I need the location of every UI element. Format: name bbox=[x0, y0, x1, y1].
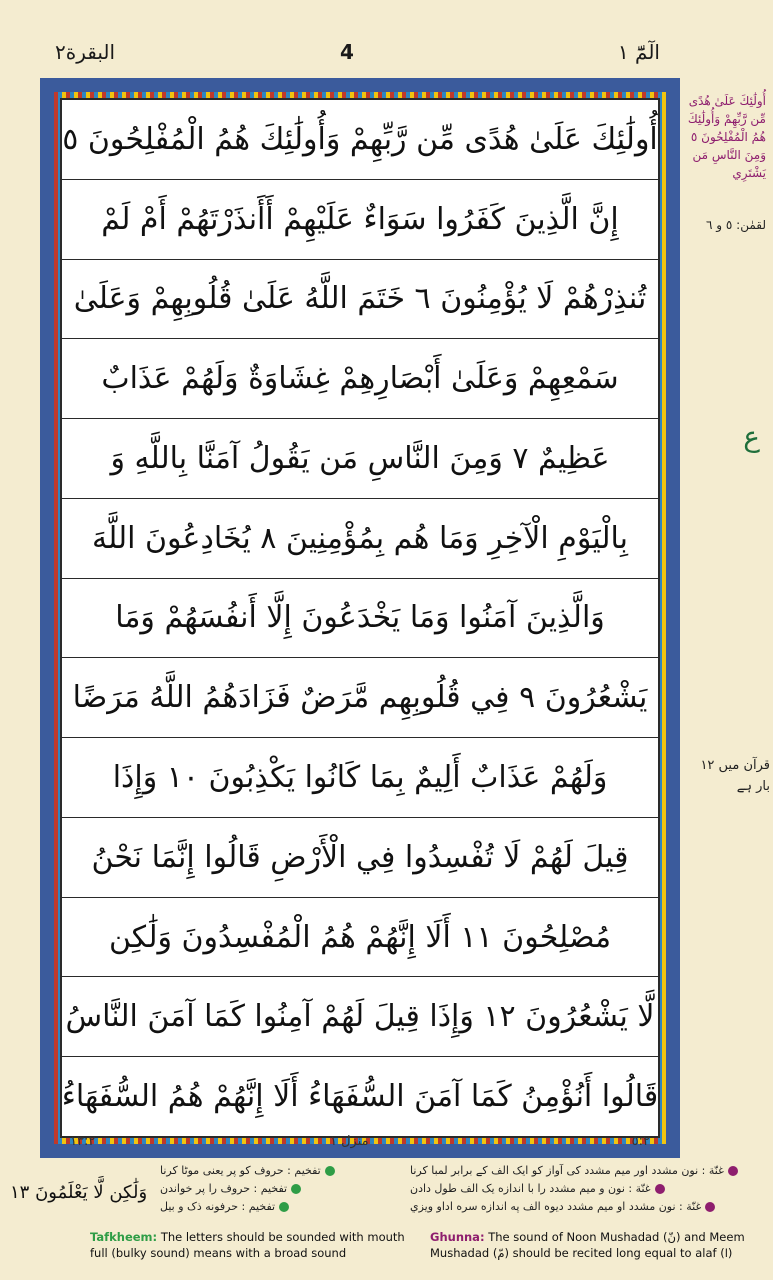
verse-line: يَشْعُرُونَ ٩ فِي قُلُوبِهِم مَّرَضٌ فَزَادَهُمُ اللَّهُ مَرَضًا bbox=[62, 658, 658, 738]
verse-line: عَظِيمٌ ٧ وَمِنَ النَّاسِ مَن يَقُولُ آمَنَّا بِاللَّهِ وَ bbox=[62, 419, 658, 499]
tafkheem-label: Tafkheem: bbox=[90, 1230, 158, 1244]
verse-line: لَّا يَشْعُرُونَ ١٢ وَإِذَا قِيلَ لَهُمْ آمِنُوا كَمَا آمَنَ النَّاسُ bbox=[62, 977, 658, 1057]
tafkheem-color-icon bbox=[279, 1202, 289, 1212]
ghunna-color-icon bbox=[728, 1166, 738, 1176]
tafkheem-description: The letters should be sounded with mouth full (bulky sound) means with a broad sound bbox=[90, 1230, 405, 1260]
verse-ref-left: ١٣:٢ bbox=[70, 1134, 96, 1149]
ghunna-rule-pashto: غنّة : نون مشدد او میم مشدد دیوه الف په اندازه سره اداو ویزي bbox=[410, 1200, 715, 1213]
text-lines bbox=[60, 98, 660, 1138]
ghunna-rule-persian: غنّة : نون و میم مشدد را با اندازه یک الف طول دادن bbox=[410, 1182, 665, 1195]
tafkheem-color-icon bbox=[291, 1184, 301, 1194]
ghunna-color-icon bbox=[655, 1184, 665, 1194]
ghunna-rule-urdu: غنّة : نون مشدد اور میم مشدد کی آواز کو ایک الف کے برابر لمبا کرنا bbox=[410, 1164, 738, 1177]
tafkheem-rule-urdu: تفخيم : حروف کو پر یعنی موٹا کرنا bbox=[160, 1164, 335, 1177]
margin-cross-reference: أُولَٰئِكَ عَلَىٰ هُدًى مِّن رَّبِّهِمْ وَأُولَٰئِكَ هُمُ الْمُفْلِحُونَ ٥ وَمِنَ النَّاسِ مَن يَشْتَرِي bbox=[687, 94, 766, 180]
frame-footer bbox=[60, 1134, 660, 1154]
ghunna-label: Ghunna: bbox=[430, 1230, 485, 1244]
verse-line: بِالْيَوْمِ الْآخِرِ وَمَا هُم بِمُؤْمِنِينَ ٨ يُخَادِعُونَ اللَّهَ bbox=[62, 499, 658, 579]
margin-surah-ref: لقمٰن: ٥ و ٦ bbox=[706, 218, 766, 232]
tafkheem-english bbox=[90, 1230, 410, 1261]
verse-line: أُولَٰئِكَ عَلَىٰ هُدًى مِّن رَّبِّهِمْ وَأُولَٰئِكَ هُمُ الْمُفْلِحُونَ ٥ bbox=[62, 100, 658, 180]
surah-name: البقرة٢ bbox=[55, 40, 116, 64]
tafkheem-rule-persian: تفخيم : حروف را پر خواندن bbox=[160, 1182, 301, 1195]
verse-ref-right: ٥:٢ bbox=[631, 1134, 650, 1149]
ghunna-description: The sound of Noon Mushadad (نّ) and Meem Mushadad (مّ) should be recited long equal to alaf (ا) bbox=[430, 1230, 745, 1260]
juz-name: الٓمّٓ ١ bbox=[617, 40, 660, 64]
tafkheem-rule-pashto: تفخيم : حرفونه ذک و بیل bbox=[160, 1200, 289, 1213]
verse-line: مُصْلِحُونَ ١١ أَلَا إِنَّهُمْ هُمُ الْمُفْسِدُونَ وَلَٰكِن bbox=[62, 898, 658, 978]
ghunna-english bbox=[430, 1230, 760, 1261]
tajweed-legend bbox=[10, 1160, 765, 1278]
page-number: 4 bbox=[340, 40, 354, 64]
continuation-text: وَلَٰكِن لَّا يَعْلَمُونَ ١٣ bbox=[10, 1182, 148, 1203]
verse-line: وَالَّذِينَ آمَنُوا وَمَا يَخْدَعُونَ إِلَّا أَنفُسَهُمْ وَمَا bbox=[62, 579, 658, 659]
verse-line: تُنذِرْهُمْ لَا يُؤْمِنُونَ ٦ خَتَمَ اللَّهُ عَلَىٰ قُلُوبِهِمْ وَعَلَىٰ bbox=[62, 260, 658, 340]
page-header bbox=[40, 40, 680, 70]
verse-line: قِيلَ لَهُمْ لَا تُفْسِدُوا فِي الْأَرْضِ قَالُوا إِنَّمَا نَحْنُ bbox=[62, 818, 658, 898]
tafkheem-color-icon bbox=[325, 1166, 335, 1176]
margin-word-count-note: قرآن میں ١٢ بار ہے bbox=[700, 758, 770, 794]
ghunna-color-icon bbox=[705, 1202, 715, 1212]
quran-text-frame bbox=[40, 78, 680, 1158]
verse-line: إِنَّ الَّذِينَ كَفَرُوا سَوَاءٌ عَلَيْهِمْ أَأَنذَرْتَهُمْ أَمْ لَمْ bbox=[62, 180, 658, 260]
verse-line: وَلَهُمْ عَذَابٌ أَلِيمٌ بِمَا كَانُوا يَكْذِبُونَ ١٠ وَإِذَا bbox=[62, 738, 658, 818]
ruku-marker: ع bbox=[743, 420, 760, 453]
verse-line: قَالُوا أَنُؤْمِنُ كَمَا آمَنَ السُّفَهَاءُ أَلَا إِنَّهُمْ هُمُ السُّفَهَاءُ bbox=[62, 1079, 658, 1115]
manzil-label: منزل ١ bbox=[330, 1134, 369, 1149]
verse-line: سَمْعِهِمْ وَعَلَىٰ أَبْصَارِهِمْ غِشَاوَةٌ وَلَهُمْ عَذَابٌ bbox=[62, 339, 658, 419]
